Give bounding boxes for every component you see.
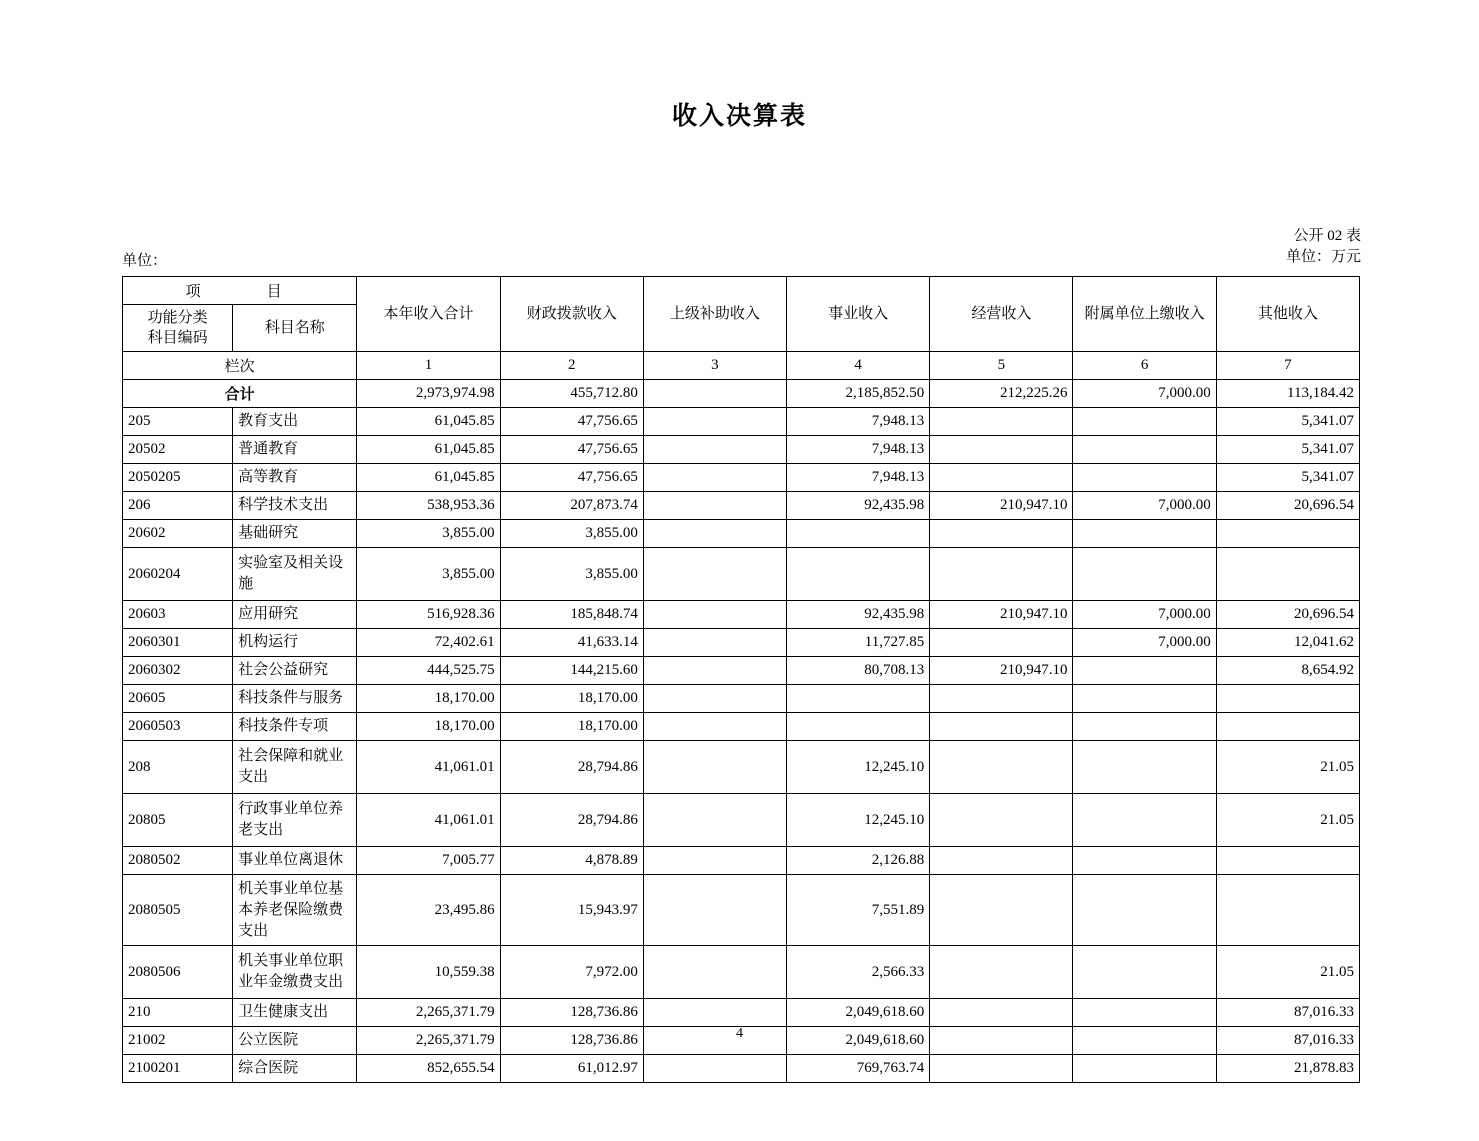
row-value-7: [1216, 847, 1359, 875]
row-value-6: [1073, 794, 1216, 847]
row-value-5: [930, 436, 1073, 464]
row-value-4: [787, 685, 930, 713]
row-value-3: [643, 601, 786, 629]
row-value-5: [930, 946, 1073, 999]
row-value-1: 18,170.00: [357, 685, 500, 713]
row-subject-name: 科技条件专项: [233, 713, 357, 741]
row-value-4: 769,763.74: [787, 1055, 930, 1083]
row-value-3: [643, 492, 786, 520]
row-function-code: 2060301: [123, 629, 233, 657]
column-number-5: 5: [930, 352, 1073, 380]
column-header-operating-income: 经营收入: [930, 277, 1073, 352]
row-value-1: 41,061.01: [357, 794, 500, 847]
row-subject-name: 卫生健康支出: [233, 999, 357, 1027]
total-label: 合计: [123, 380, 357, 408]
row-value-2: 18,170.00: [500, 713, 643, 741]
row-value-4: 2,049,618.60: [787, 1027, 930, 1055]
row-function-code: 2080505: [123, 875, 233, 946]
row-value-1: 61,045.85: [357, 464, 500, 492]
row-value-6: [1073, 657, 1216, 685]
row-value-1: 10,559.38: [357, 946, 500, 999]
document-page: [0, 96, 1479, 1141]
table-row: [123, 548, 1360, 601]
income-final-accounts-table: [122, 276, 1360, 1083]
row-value-4: 7,948.13: [787, 464, 930, 492]
table-row: [123, 464, 1360, 492]
row-function-code: 2080506: [123, 946, 233, 999]
column-header-function-code: [123, 305, 233, 352]
row-subject-name: 事业单位离退休: [233, 847, 357, 875]
row-value-7: 5,341.07: [1216, 408, 1359, 436]
total-value-4: 2,185,852.50: [787, 380, 930, 408]
row-value-4: 12,245.10: [787, 741, 930, 794]
row-subject-name: 机关事业单位基本养老保险缴费支出: [233, 875, 357, 946]
row-value-6: [1073, 408, 1216, 436]
row-value-1: 444,525.75: [357, 657, 500, 685]
table-row: [123, 741, 1360, 794]
table-row: [123, 875, 1360, 946]
row-value-2: 61,012.97: [500, 1055, 643, 1083]
column-header-superior-subsidy: 上级补助收入: [643, 277, 786, 352]
total-value-5: 212,225.26: [930, 380, 1073, 408]
row-value-1: 3,855.00: [357, 548, 500, 601]
row-value-1: 3,855.00: [357, 520, 500, 548]
column-header-subsidiary-payment: 附属单位上缴收入: [1073, 277, 1216, 352]
column-header-fiscal-appropriation: 财政拨款收入: [500, 277, 643, 352]
row-value-2: 207,873.74: [500, 492, 643, 520]
row-value-2: 4,878.89: [500, 847, 643, 875]
row-subject-name: 高等教育: [233, 464, 357, 492]
row-value-7: [1216, 548, 1359, 601]
row-value-6: [1073, 464, 1216, 492]
row-value-7: [1216, 875, 1359, 946]
table-column-number-row: [123, 352, 1360, 380]
row-function-code: 205: [123, 408, 233, 436]
row-value-7: [1216, 685, 1359, 713]
row-value-4: 12,245.10: [787, 794, 930, 847]
row-value-7: 5,341.07: [1216, 436, 1359, 464]
row-value-6: 7,000.00: [1073, 492, 1216, 520]
row-value-7: 87,016.33: [1216, 1027, 1359, 1055]
column-number-7: 7: [1216, 352, 1359, 380]
row-value-5: [930, 741, 1073, 794]
row-value-3: [643, 999, 786, 1027]
total-value-6: 7,000.00: [1073, 380, 1216, 408]
row-value-4: [787, 548, 930, 601]
row-function-code: 206: [123, 492, 233, 520]
row-value-6: 7,000.00: [1073, 601, 1216, 629]
row-value-3: [643, 436, 786, 464]
row-value-4: 80,708.13: [787, 657, 930, 685]
row-value-7: [1216, 520, 1359, 548]
row-value-3: [643, 713, 786, 741]
table-row: [123, 685, 1360, 713]
row-function-code: 20602: [123, 520, 233, 548]
row-value-7: 8,654.92: [1216, 657, 1359, 685]
row-value-4: 2,566.33: [787, 946, 930, 999]
row-value-3: [643, 741, 786, 794]
function-code-line2: 科目编码: [147, 330, 208, 346]
row-value-1: 7,005.77: [357, 847, 500, 875]
table-row: [123, 946, 1360, 999]
row-value-3: [643, 464, 786, 492]
row-value-7: 21.05: [1216, 794, 1359, 847]
row-value-5: 210,947.10: [930, 657, 1073, 685]
table-row-total: [123, 380, 1360, 408]
table-row: [123, 999, 1360, 1027]
row-function-code: 20805: [123, 794, 233, 847]
row-value-1: 516,928.36: [357, 601, 500, 629]
row-value-7: 21.05: [1216, 946, 1359, 999]
row-function-code: 2100201: [123, 1055, 233, 1083]
row-value-5: [930, 999, 1073, 1027]
row-value-2: 185,848.74: [500, 601, 643, 629]
row-value-1: 61,045.85: [357, 436, 500, 464]
row-value-5: [930, 685, 1073, 713]
row-value-1: 18,170.00: [357, 713, 500, 741]
row-value-5: [930, 520, 1073, 548]
row-value-5: [930, 794, 1073, 847]
total-value-3: [643, 380, 786, 408]
row-value-2: 18,170.00: [500, 685, 643, 713]
row-value-5: [930, 713, 1073, 741]
row-value-2: 15,943.97: [500, 875, 643, 946]
row-value-7: 87,016.33: [1216, 999, 1359, 1027]
row-subject-name: 普通教育: [233, 436, 357, 464]
row-subject-name: 机关事业单位职业年金缴费支出: [233, 946, 357, 999]
row-value-1: 61,045.85: [357, 408, 500, 436]
row-value-4: 92,435.98: [787, 492, 930, 520]
row-subject-name: 综合医院: [233, 1055, 357, 1083]
row-value-4: [787, 713, 930, 741]
row-value-6: [1073, 548, 1216, 601]
table-row: [123, 847, 1360, 875]
function-code-line1: 功能分类: [147, 310, 208, 326]
row-subject-name: 机构运行: [233, 629, 357, 657]
row-value-2: 47,756.65: [500, 436, 643, 464]
row-value-4: [787, 520, 930, 548]
row-value-3: [643, 847, 786, 875]
total-value-1: 2,973,974.98: [357, 380, 500, 408]
row-value-6: [1073, 713, 1216, 741]
row-function-code: 21002: [123, 1027, 233, 1055]
table-row: [123, 520, 1360, 548]
row-subject-name: 基础研究: [233, 520, 357, 548]
row-value-7: 20,696.54: [1216, 601, 1359, 629]
row-value-4: 7,948.13: [787, 436, 930, 464]
row-value-6: [1073, 685, 1216, 713]
row-function-code: 2050205: [123, 464, 233, 492]
table-row: [123, 794, 1360, 847]
row-value-3: [643, 657, 786, 685]
column-header-subject-name: 科目名称: [233, 305, 357, 352]
table-body: [123, 408, 1360, 1083]
row-subject-name: 社会公益研究: [233, 657, 357, 685]
row-function-code: 20605: [123, 685, 233, 713]
row-subject-name: 应用研究: [233, 601, 357, 629]
row-subject-name: 教育支出: [233, 408, 357, 436]
row-subject-name: 科学技术支出: [233, 492, 357, 520]
row-value-2: 128,736.86: [500, 1027, 643, 1055]
form-number: 公开 02 表: [1293, 228, 1361, 244]
row-value-7: 20,696.54: [1216, 492, 1359, 520]
row-value-5: [930, 464, 1073, 492]
row-value-6: [1073, 875, 1216, 946]
row-value-6: [1073, 741, 1216, 794]
row-value-2: 47,756.65: [500, 464, 643, 492]
row-value-5: [930, 548, 1073, 601]
row-value-7: 21,878.83: [1216, 1055, 1359, 1083]
row-value-1: 2,265,371.79: [357, 999, 500, 1027]
row-value-1: 852,655.54: [357, 1055, 500, 1083]
unit-label-left: 单位：: [122, 253, 168, 269]
row-value-1: 2,265,371.79: [357, 1027, 500, 1055]
column-number-1: 1: [357, 352, 500, 380]
row-value-7: [1216, 713, 1359, 741]
row-value-7: 5,341.07: [1216, 464, 1359, 492]
row-function-code: 2060302: [123, 657, 233, 685]
row-value-2: 47,756.65: [500, 408, 643, 436]
row-value-3: [643, 794, 786, 847]
table: [122, 276, 1360, 1083]
row-value-6: [1073, 946, 1216, 999]
row-value-2: 128,736.86: [500, 999, 643, 1027]
row-value-2: 7,972.00: [500, 946, 643, 999]
column-number-3: 3: [643, 352, 786, 380]
row-function-code: 2080502: [123, 847, 233, 875]
row-value-1: 23,495.86: [357, 875, 500, 946]
row-value-5: [930, 875, 1073, 946]
table-row: [123, 408, 1360, 436]
table-row: [123, 629, 1360, 657]
row-value-6: [1073, 1055, 1216, 1083]
row-value-5: 210,947.10: [930, 601, 1073, 629]
row-value-2: 144,215.60: [500, 657, 643, 685]
row-value-6: [1073, 999, 1216, 1027]
row-value-3: [643, 685, 786, 713]
row-value-3: [643, 520, 786, 548]
row-value-5: [930, 408, 1073, 436]
column-number-6: 6: [1073, 352, 1216, 380]
row-function-code: 20502: [123, 436, 233, 464]
lanci-label: 栏次: [123, 352, 357, 380]
column-number-2: 2: [500, 352, 643, 380]
row-value-7: 12,041.62: [1216, 629, 1359, 657]
row-value-5: [930, 1055, 1073, 1083]
document-meta-right: [1286, 226, 1361, 268]
row-function-code: 2060204: [123, 548, 233, 601]
total-value-7: 113,184.42: [1216, 380, 1359, 408]
row-subject-name: 公立医院: [233, 1027, 357, 1055]
total-value-2: 455,712.80: [500, 380, 643, 408]
row-value-4: 2,049,618.60: [787, 999, 930, 1027]
row-value-3: [643, 629, 786, 657]
row-subject-name: 社会保障和就业支出: [233, 741, 357, 794]
row-value-2: 28,794.86: [500, 741, 643, 794]
row-value-2: 3,855.00: [500, 548, 643, 601]
row-value-1: 72,402.61: [357, 629, 500, 657]
unit-label-right: 单位：万元: [1285, 249, 1361, 265]
table-row: [123, 492, 1360, 520]
row-value-3: [643, 548, 786, 601]
row-value-6: [1073, 436, 1216, 464]
column-header-business-income: 事业收入: [787, 277, 930, 352]
row-value-3: [643, 408, 786, 436]
row-function-code: 2060503: [123, 713, 233, 741]
row-value-1: 538,953.36: [357, 492, 500, 520]
row-value-5: [930, 847, 1073, 875]
row-value-3: [643, 1055, 786, 1083]
row-value-3: [643, 946, 786, 999]
row-value-2: 41,633.14: [500, 629, 643, 657]
row-value-4: 11,727.85: [787, 629, 930, 657]
row-value-2: 3,855.00: [500, 520, 643, 548]
row-value-4: 7,551.89: [787, 875, 930, 946]
table-header-row-1: [123, 277, 1360, 305]
row-value-7: 21.05: [1216, 741, 1359, 794]
row-value-2: 28,794.86: [500, 794, 643, 847]
table-row: [123, 436, 1360, 464]
row-value-6: 7,000.00: [1073, 629, 1216, 657]
row-subject-name: 科技条件与服务: [233, 685, 357, 713]
row-value-4: 7,948.13: [787, 408, 930, 436]
row-function-code: 208: [123, 741, 233, 794]
row-subject-name: 实验室及相关设施: [233, 548, 357, 601]
row-value-6: [1073, 520, 1216, 548]
row-function-code: 20603: [123, 601, 233, 629]
row-value-5: 210,947.10: [930, 492, 1073, 520]
table-row: [123, 713, 1360, 741]
row-function-code: 210: [123, 999, 233, 1027]
page-title: 收入决算表: [671, 103, 807, 130]
row-value-5: [930, 629, 1073, 657]
project-header: 项 目: [123, 277, 357, 305]
table-row: [123, 657, 1360, 685]
table-row: [123, 1055, 1360, 1083]
column-header-other-income: 其他收入: [1216, 277, 1359, 352]
page-number: 4: [736, 1026, 743, 1041]
row-value-4: 2,126.88: [787, 847, 930, 875]
column-header-total-income: 本年收入合计: [357, 277, 500, 352]
row-value-1: 41,061.01: [357, 741, 500, 794]
row-value-3: [643, 875, 786, 946]
row-subject-name: 行政事业单位养老支出: [233, 794, 357, 847]
column-number-4: 4: [787, 352, 930, 380]
row-value-4: 92,435.98: [787, 601, 930, 629]
table-row: [123, 601, 1360, 629]
row-value-6: [1073, 847, 1216, 875]
